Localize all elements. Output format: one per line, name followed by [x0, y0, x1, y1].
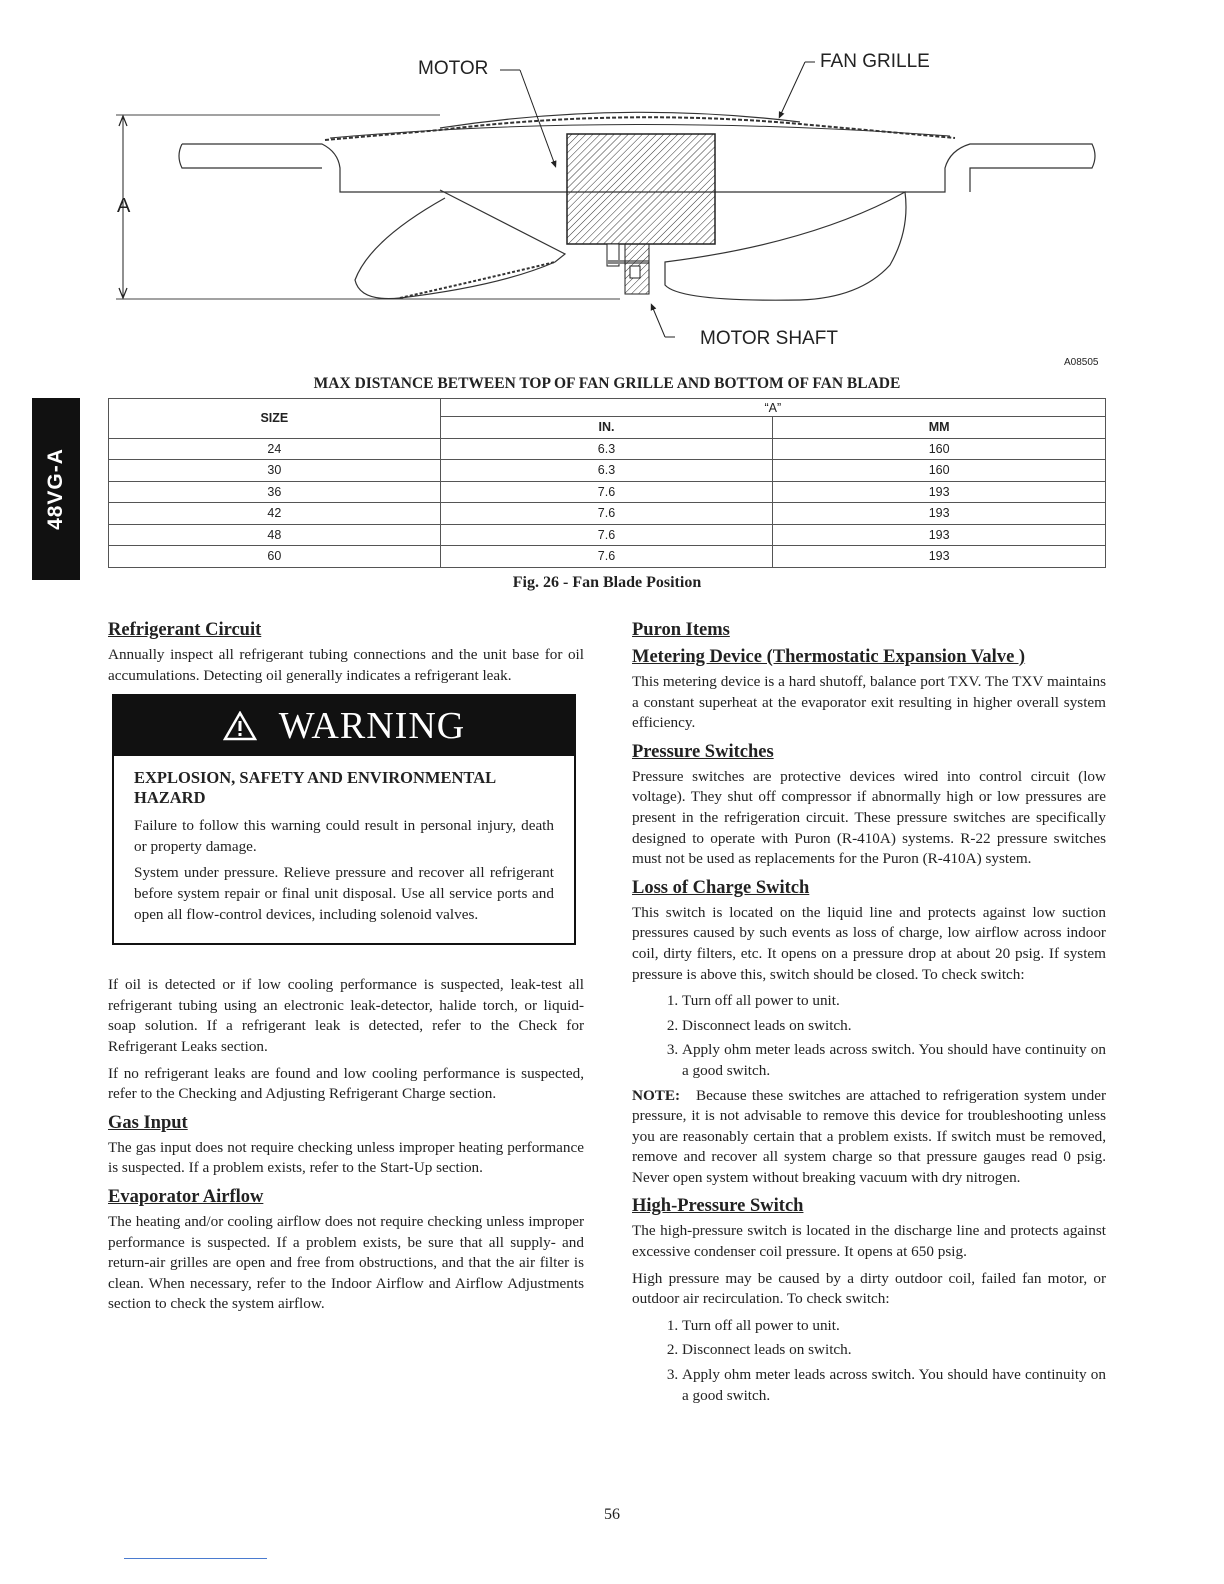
- evaporator-airflow-heading: Evaporator Airflow: [108, 1186, 264, 1207]
- high-pressure-heading: High-Pressure Switch: [632, 1196, 804, 1217]
- pressure-switches-heading: Pressure Switches: [632, 741, 774, 762]
- pressure-switches-text: Pressure switches are protective devices wired into control circuit (low voltage). They shut off compressor if abnormally high or low pressures are present in the refrigeration circuit. These pressure switches are specifically designed to operate with Puron (R-410A) systems. R-22 pressure switches must not be used as replacements for the Puron (R-410A) system.: [632, 767, 1106, 868]
- gas-input-text: The gas input does not require checking unless improper heating performance is suspected. If a problem exists, refer to the Start-Up section.: [108, 1138, 584, 1177]
- side-tab: [32, 398, 80, 580]
- motor-shaft-label: MOTOR SHAFT: [700, 328, 838, 349]
- loss-of-charge-steps: [632, 991, 1106, 1081]
- table-row: 36 7.6 193: [109, 481, 1106, 503]
- table-title: MAX DISTANCE BETWEEN TOP OF FAN GRILLE AND BOTTOM OF FAN BLADE: [313, 375, 901, 392]
- no-leak-text: If no refrigerant leaks are found and low cooling performance is suspected, refer to the Checking and Adjusting Refrigerant Charge section.: [108, 1064, 584, 1103]
- high-pressure-text-2: High pressure may be caused by a dirty outdoor coil, failed fan motor, or outdoor air recirculation. To check switch:: [632, 1269, 1106, 1308]
- dimension-a-label: A: [117, 195, 131, 217]
- list-item: 3. Apply ohm meter leads across switch. You should have continuity on a good switch.: [682, 1365, 1106, 1406]
- high-pressure-steps: [632, 1316, 1106, 1406]
- list-item: 2. Disconnect leads on switch.: [682, 1340, 1106, 1361]
- refrigerant-text: Annually inspect all refrigerant tubing connections and the unit base for oil accumulations. Detecting oil generally indicates a refrigerant leak.: [108, 646, 584, 684]
- warning-text-1: Failure to follow this warning could result in personal injury, death or property damage.: [134, 817, 554, 855]
- header-mm: MM: [773, 417, 1106, 439]
- warning-hazard: EXPLOSION, SAFETY AND ENVIRONMENTAL HAZARD: [134, 768, 496, 808]
- page-number: 56: [604, 1506, 620, 1523]
- warning-triangle-icon: [223, 711, 257, 741]
- evaporator-airflow-text: The heating and/or cooling airflow does not require checking unless improper performance is suspected. If a problem exists, be sure that all supply- and return-air grilles are open and free from obstructions, and that the air filter is clean. When necessary, refer to the Indoor Airflow and Airflow Adjustments section to check the system airflow.: [108, 1212, 584, 1313]
- gas-input-heading: Gas Input: [108, 1112, 188, 1133]
- figure-caption: Fig. 26 - Fan Blade Position: [512, 574, 702, 591]
- metering-device-heading: Metering Device (Thermostatic Expansion Valve ): [632, 647, 1026, 667]
- fan-diagram: [100, 40, 1110, 380]
- list-item: 1. Turn off all power to unit.: [682, 1316, 1106, 1337]
- left-column: [108, 616, 584, 1321]
- high-pressure-text: The high-pressure switch is located in the discharge line and protects against excessive condenser coil pressure. It opens at 650 psig.: [632, 1222, 1106, 1261]
- figure-code: A08505: [1064, 357, 1099, 368]
- loss-of-charge-text: This switch is located on the liquid line and protects against low suction pressures caused by such events as loss of charge, low airflow across indoor coil, dirty filters, etc. It opens on a pressure drop at about 20 psig. If system pressure is above this, switch should be closed. To check switch:: [632, 903, 1106, 983]
- warning-box: [112, 694, 576, 945]
- oil-detected-text: If oil is detected or if low cooling performance is suspected, leak-test all refrigerant tubing using an electronic leak-detector, halide torch, or liquid-soap solution. If a refrigerant leak is detected, refer to the Check for Refrigerant Leaks section.: [108, 976, 584, 1055]
- header-a: “A”: [440, 399, 1105, 417]
- side-tab-label: 48VG-A: [44, 448, 67, 530]
- right-column: [632, 616, 1106, 1410]
- footer-link-underline: [124, 1558, 267, 1559]
- motor-label: MOTOR: [418, 58, 489, 79]
- warning-text-2: System under pressure. Relieve pressure and recover all refrigerant before system repair or final unit disposal. Use all service ports and open all flow-control devices, including solenoid valves.: [134, 864, 554, 923]
- header-size: SIZE: [109, 399, 441, 439]
- list-item: 1. Turn off all power to unit.: [682, 991, 1106, 1012]
- note-text: Because these switches are attached to refrigeration system under pressure, it is not advisable to remove this device for troubleshooting unless you are reasonably certain that a problem exists. If switch must be removed, remove and recover all system charge so that pressure gauges read 0 psig. Never open system without breaking vacuum with dry nitrogen.: [632, 1086, 1107, 1186]
- note-label: NOTE:: [632, 1086, 681, 1104]
- list-item: 3. Apply ohm meter leads across switch. You should have continuity on a good switch.: [682, 1040, 1106, 1081]
- header-in: IN.: [440, 417, 773, 439]
- table-row: 24 6.3 160: [109, 438, 1106, 460]
- metering-device-text: This metering device is a hard shutoff, balance port TXV. The TXV maintains a constant superheat at the evaporator exit resulting in higher overall system efficiency.: [632, 673, 1106, 732]
- warning-title: WARNING: [278, 704, 466, 747]
- table-row: 48 7.6 193: [109, 524, 1106, 546]
- note-paragraph: [632, 1086, 1106, 1189]
- loss-of-charge-heading: Loss of Charge Switch: [632, 877, 810, 898]
- fan-grille-label: FAN GRILLE: [820, 51, 930, 72]
- table-row: 42 7.6 193: [109, 503, 1106, 525]
- table-row: 60 7.6 193: [109, 546, 1106, 568]
- warning-header: [114, 696, 574, 756]
- table-row: 30 6.3 160: [109, 460, 1106, 482]
- puron-items-heading: Puron Items: [632, 620, 730, 640]
- fan-distance-table: [108, 398, 1106, 568]
- refrigerant-circuit-heading: Refrigerant Circuit: [108, 620, 262, 640]
- fan-blade-figure: [100, 40, 1110, 380]
- list-item: 2. Disconnect leads on switch.: [682, 1016, 1106, 1037]
